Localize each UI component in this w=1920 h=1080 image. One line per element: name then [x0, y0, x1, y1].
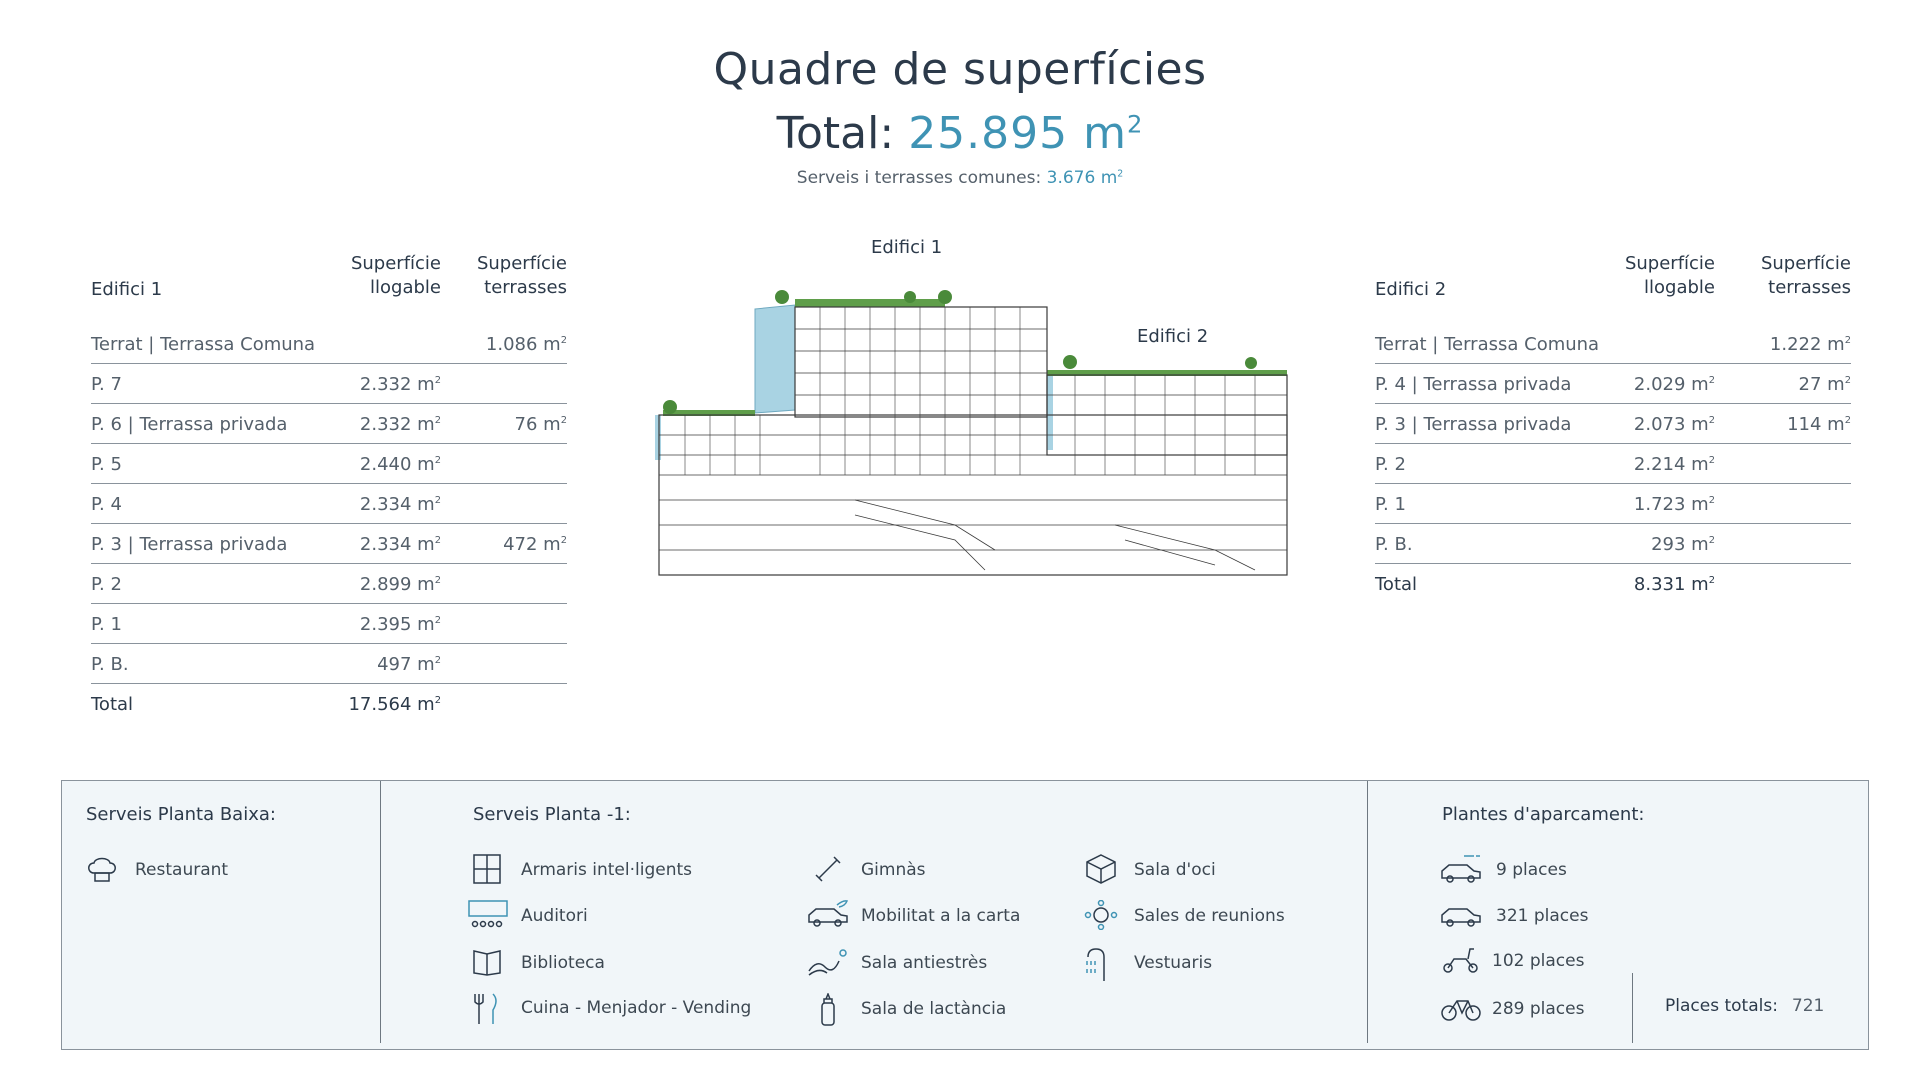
building-1-label: Edifici 1	[871, 237, 943, 258]
col-header-line: Superfície	[1624, 253, 1715, 274]
col-header-terrasses	[1741, 252, 1851, 300]
unit-superscript: 2	[434, 375, 441, 386]
cutlery-icon	[471, 992, 505, 1026]
area-value: 76 m	[514, 414, 561, 435]
row-llogable-value	[1651, 534, 1715, 555]
unit-superscript: 2	[434, 415, 441, 426]
area-value: 2.395 m	[359, 614, 435, 635]
unit-superscript: 2	[434, 655, 441, 666]
glass-facade	[755, 305, 795, 413]
row-floor-name: P. 6 | Terrassa privada	[91, 414, 288, 435]
row-terrasses-value	[515, 414, 567, 435]
table-header	[91, 244, 567, 324]
row-floor-name: P. B.	[1375, 534, 1413, 555]
parking-label: 321 places	[1496, 906, 1589, 926]
row-terrasses-value	[486, 334, 567, 355]
parking-ramp	[855, 515, 985, 570]
total-value: 25.895 m	[908, 108, 1127, 159]
col-header-llogable	[331, 252, 441, 300]
area-value: 2.332 m	[359, 374, 435, 395]
row-floor-name: P. 1	[1375, 494, 1406, 515]
unit-superscript: 2	[434, 615, 441, 626]
col-header-line: Superfície	[350, 253, 441, 274]
page-title: Quadre de superfícies	[713, 44, 1207, 95]
unit-superscript: 2	[434, 535, 441, 546]
dumbbell-icon	[811, 854, 845, 884]
parking-title: Plantes d'aparcament:	[1442, 804, 1645, 825]
area-value: 1.222 m	[1769, 334, 1845, 355]
service-label: Vestuaris	[1134, 953, 1213, 973]
table-edifici-2	[1375, 244, 1851, 604]
area-value: 2.440 m	[359, 454, 435, 475]
divider	[380, 781, 381, 1043]
col-header-line: terrasses	[1768, 277, 1851, 298]
row-floor-name: Terrat | Terrassa Comuna	[1375, 334, 1600, 355]
table-row	[1375, 564, 1851, 604]
table-edifici-1	[91, 244, 567, 724]
chef-hat-icon	[85, 854, 119, 884]
building-2-label: Edifici 2	[1137, 326, 1209, 347]
parking-label: 289 places	[1492, 999, 1585, 1019]
unit-superscript: 2	[1127, 110, 1144, 139]
table-row	[1375, 364, 1851, 404]
common-services-value: 3.676 m	[1046, 168, 1118, 188]
building-base	[659, 415, 1287, 575]
area-value: 2.214 m	[1633, 454, 1709, 475]
table-row	[91, 364, 567, 404]
row-llogable-value	[1634, 494, 1715, 515]
divider	[1367, 781, 1368, 1043]
services-panel	[61, 780, 1869, 1050]
row-llogable-value	[377, 654, 441, 675]
building-name: Edifici 1	[91, 279, 163, 300]
unit-superscript: 2	[1708, 415, 1715, 426]
lockers-icon	[471, 854, 505, 884]
row-llogable-value	[1634, 454, 1715, 475]
row-llogable-value	[360, 374, 441, 395]
row-terrasses-value	[1787, 414, 1851, 435]
table-row	[91, 564, 567, 604]
row-floor-name: Total	[1375, 574, 1418, 595]
col-header-line: Superfície	[1760, 253, 1851, 274]
area-value: 2.334 m	[359, 494, 435, 515]
table-row	[91, 484, 567, 524]
row-llogable-value	[360, 414, 441, 435]
row-floor-name: P. 4 | Terrassa privada	[1375, 374, 1572, 395]
area-value: 27 m	[1798, 374, 1845, 395]
area-value: 2.029 m	[1633, 374, 1709, 395]
table-row	[1375, 444, 1851, 484]
table-row	[1375, 404, 1851, 444]
row-floor-name: P. 3 | Terrassa privada	[1375, 414, 1572, 435]
row-floor-name: P. 4	[91, 494, 122, 515]
totals-value: 721	[1791, 996, 1825, 1016]
row-llogable-value	[1634, 574, 1715, 595]
row-llogable-value	[360, 494, 441, 515]
service-label: Sala antiestrès	[861, 953, 988, 973]
col-header-llogable	[1605, 252, 1715, 300]
area-value: 497 m	[377, 654, 435, 675]
col-header-line: llogable	[370, 277, 441, 298]
row-floor-name: P. 2	[1375, 454, 1406, 475]
area-value: 2.332 m	[359, 414, 435, 435]
unit-superscript: 2	[1708, 375, 1715, 386]
area-value: 2.899 m	[359, 574, 435, 595]
eco-car-icon	[807, 900, 849, 930]
service-label: Gimnàs	[861, 860, 926, 880]
car-icon	[1440, 900, 1482, 930]
divider	[1632, 973, 1633, 1043]
row-floor-name: Terrat | Terrassa Comuna	[91, 334, 316, 355]
unit-superscript: 2	[434, 495, 441, 506]
area-value: 1.086 m	[485, 334, 561, 355]
unit-superscript: 2	[434, 575, 441, 586]
area-value: 114 m	[1787, 414, 1845, 435]
parking-ramp	[1115, 525, 1255, 570]
row-floor-name: P. 7	[91, 374, 122, 395]
area-value: 2.334 m	[359, 534, 435, 555]
meeting-icon	[1084, 900, 1118, 930]
auditorium-icon	[467, 900, 509, 930]
row-terrasses-value	[1770, 334, 1851, 355]
table-row	[91, 404, 567, 444]
row-llogable-value	[360, 614, 441, 635]
total-label: Total:	[776, 108, 895, 159]
parking-label: 102 places	[1492, 951, 1585, 971]
service-label: Mobilitat a la carta	[861, 906, 1021, 926]
baby-bottle-icon	[811, 993, 845, 1027]
area-value: 472 m	[503, 534, 561, 555]
bicycle-icon	[1440, 993, 1482, 1023]
area-value: 2.073 m	[1633, 414, 1709, 435]
shower-icon	[1084, 947, 1118, 981]
row-floor-name: P. B.	[91, 654, 129, 675]
electric-car-icon	[1440, 854, 1482, 884]
row-llogable-value	[360, 454, 441, 475]
row-terrasses-value	[503, 534, 567, 555]
area-value: 8.331 m	[1633, 574, 1709, 595]
building-1-tower	[795, 307, 1047, 417]
minus1-services-title: Serveis Planta -1:	[473, 804, 631, 825]
service-label: Sala d'oci	[1134, 860, 1216, 880]
ground-services-title: Serveis Planta Baixa:	[86, 804, 276, 825]
glass-facade	[655, 415, 661, 460]
table-row	[91, 444, 567, 484]
table-header	[1375, 244, 1851, 324]
unit-superscript: 2	[1708, 575, 1715, 586]
table-row	[91, 324, 567, 364]
row-llogable-value	[360, 534, 441, 555]
unit-superscript: 2	[560, 415, 567, 426]
unit-superscript: 2	[434, 695, 441, 706]
table-row	[91, 684, 567, 724]
unit-superscript: 2	[560, 535, 567, 546]
service-label: Cuina - Menjador - Vending	[521, 998, 752, 1018]
row-floor-name: P. 1	[91, 614, 122, 635]
common-services-label: Serveis i terrasses comunes:	[796, 168, 1042, 188]
unit-superscript: 2	[434, 455, 441, 466]
table-row	[1375, 524, 1851, 564]
row-floor-name: Total	[91, 694, 134, 715]
table-row	[91, 524, 567, 564]
book-icon	[471, 947, 505, 977]
scooter-icon	[1440, 945, 1482, 975]
table-rows	[91, 324, 567, 724]
totals-label: Places totals:	[1665, 996, 1778, 1016]
common-services-area	[0, 168, 1920, 188]
service-label: Auditori	[521, 906, 588, 926]
wave-icon	[807, 947, 849, 977]
parking-label: 9 places	[1496, 860, 1567, 880]
table-rows	[1375, 324, 1851, 604]
cube-icon	[1084, 854, 1118, 884]
row-llogable-value	[360, 574, 441, 595]
area-value: 1.723 m	[1633, 494, 1709, 515]
col-header-line: Superfície	[476, 253, 567, 274]
row-floor-name: P. 5	[91, 454, 122, 475]
parking-totals	[1665, 996, 1824, 1016]
table-row	[1375, 324, 1851, 364]
service-label: Biblioteca	[521, 953, 605, 973]
service-label: Armaris intel·ligents	[521, 860, 693, 880]
row-terrasses-value	[1799, 374, 1851, 395]
unit-superscript: 2	[1844, 335, 1851, 346]
row-llogable-value	[1634, 374, 1715, 395]
total-area	[0, 108, 1920, 159]
building-section-drawing	[655, 285, 1295, 580]
row-llogable-value	[1634, 414, 1715, 435]
col-header-terrasses	[457, 252, 567, 300]
unit-superscript: 2	[1844, 375, 1851, 386]
table-row	[91, 604, 567, 644]
service-label: Restaurant	[135, 860, 229, 880]
row-floor-name: P. 3 | Terrassa privada	[91, 534, 288, 555]
col-header-line: llogable	[1644, 277, 1715, 298]
unit-superscript: 2	[1844, 415, 1851, 426]
parking-ramp	[1125, 540, 1215, 565]
service-label: Sales de reunions	[1134, 906, 1285, 926]
area-value: 293 m	[1651, 534, 1709, 555]
unit-superscript: 2	[1708, 535, 1715, 546]
service-label: Sala de lactància	[861, 999, 1007, 1019]
table-row	[91, 644, 567, 684]
building-name: Edifici 2	[1375, 279, 1447, 300]
table-row	[1375, 484, 1851, 524]
row-floor-name: P. 2	[91, 574, 122, 595]
unit-superscript: 2	[1117, 168, 1124, 180]
glass-facade	[1047, 375, 1053, 450]
col-header-line: terrasses	[484, 277, 567, 298]
area-value: 17.564 m	[348, 694, 435, 715]
unit-superscript: 2	[1708, 495, 1715, 506]
row-llogable-value	[348, 694, 441, 715]
unit-superscript: 2	[560, 335, 567, 346]
unit-superscript: 2	[1708, 455, 1715, 466]
roof-greenery	[795, 299, 945, 307]
